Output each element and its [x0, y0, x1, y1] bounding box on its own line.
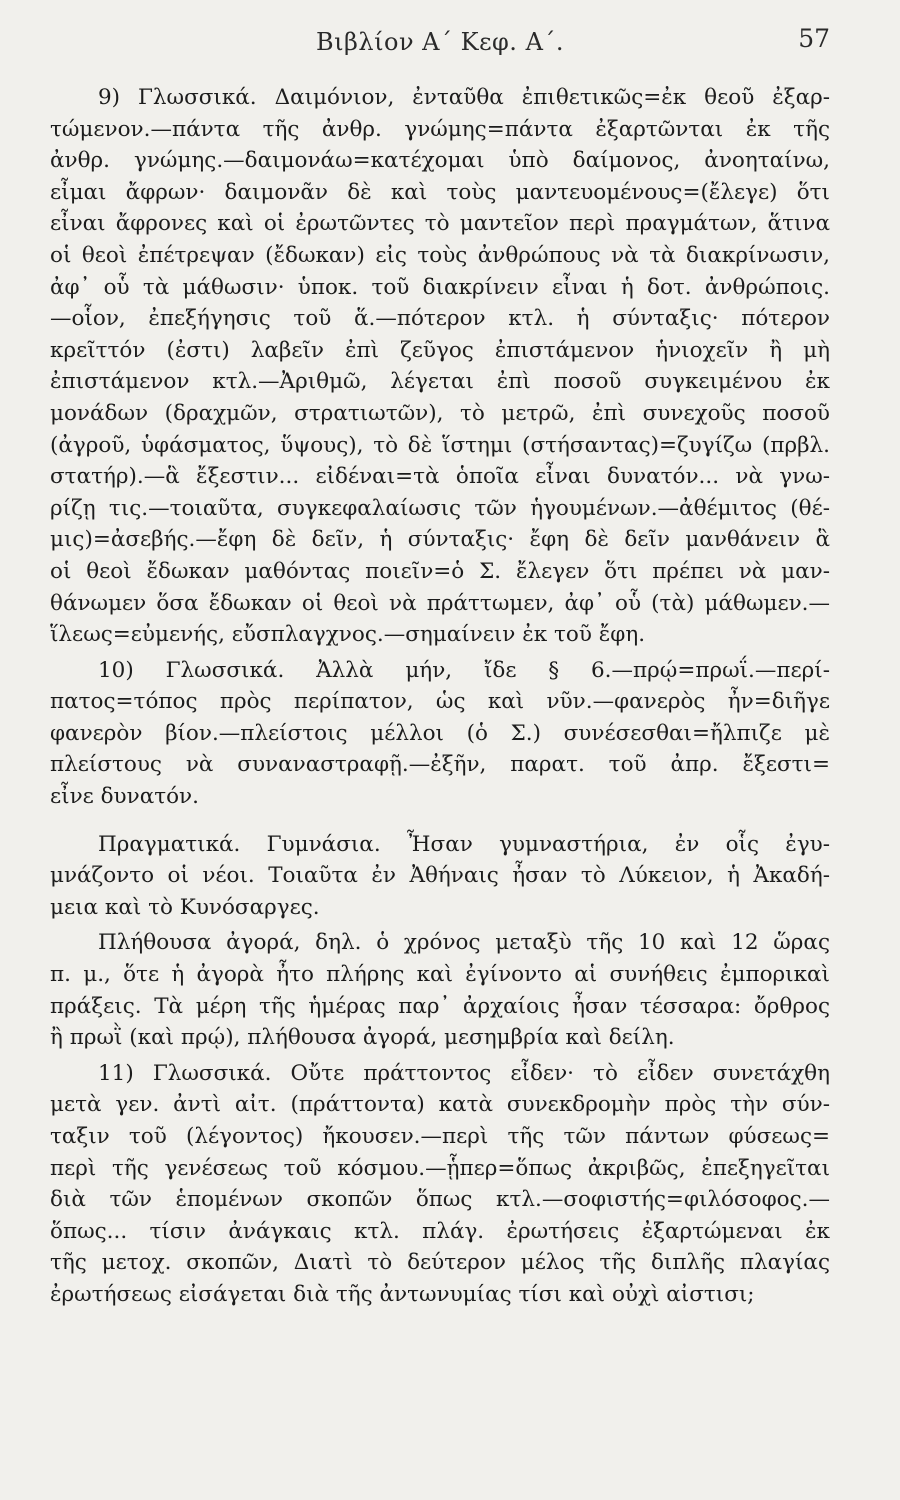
text-line: π. μ., ὅτε ἡ ἀγορὰ ἦτο πλήρης καὶ ἐγίνοντο αἱ συνήθεις ἐμπορικαὶ	[50, 962, 830, 988]
text-line: μνάζοντο οἱ νέοι. Τοιαῦτα ἐν Ἀθήναις ἦσαν τὸ Λύκειον, ἡ Ἀκαδή-	[50, 863, 830, 889]
page-number: 57	[798, 24, 830, 53]
text-line: Πραγματικά. Γυμνάσια. Ἦσαν γυμναστήρια, ἐν οἷς ἐγυ-	[98, 831, 830, 857]
text-line: πλείστους νὰ συναναστραφῇ.—ἐξῆν, παρατ. τοῦ ἀπρ. ἔξεστι=	[50, 752, 830, 778]
text-line: ἀνθρ. γνώμης.—δαιμονάω=κατέχομαι ὑπὸ δαίμονος, ἀνοηταίνω,	[50, 148, 830, 174]
text-line: μις)=ἀσεβής.—ἔφη δὲ δεῖν, ἡ σύνταξις· ἔφη δὲ δεῖν μανθάνειν ἃ	[50, 527, 830, 553]
text-line: 10) Γλωσσικά. Ἀλλὰ μήν, ἴδε § 6.—πρῴ=πρωΐ.—περί-	[98, 657, 830, 683]
text-line: εἶμαι ἄφρων· δαιμονᾶν δὲ καὶ τοὺς μαντευομένους=(ἔλεγε) ὅτι	[50, 179, 830, 205]
text-line: πράξεις. Τὰ μέρη τῆς ἡμέρας παρ᾽ ἀρχαίοις ἦσαν τέσσαρα: ὄρθρος	[50, 993, 830, 1019]
text-line: Πλήθουσα ἀγορά, δηλ. ὁ χρόνος μεταξὺ τῆς 10 καὶ 12 ὥρας	[98, 930, 830, 956]
text-line: ἢ πρωῒ (καὶ πρῴ), πλήθουσα ἀγορά, μεσημβρία καὶ δείλη.	[50, 1025, 675, 1051]
text-line: στατήρ).—ἃ ἔξεστιν... εἰδέναι=τὰ ὁποῖα εἶναι δυνατόν... νὰ γνω-	[50, 464, 830, 490]
text-line: μετὰ γεν. ἀντὶ αἰτ. (πράττοντα) κατὰ συνεκδρομὴν πρὸς τὴν σύν-	[50, 1092, 830, 1118]
text-line: κρεῖττόν (ἐστι) λαβεῖν ἐπὶ ζεῦγος ἐπιστάμενον ἡνιοχεῖν ἢ μὴ	[50, 337, 830, 363]
text-line: πατος=τόπος πρὸς περίπατον, ὡς καὶ νῦν.—φανερὸς ἦν=διῆγε	[50, 689, 830, 715]
text-line: περὶ τῆς γενέσεως τοῦ κόσμου.—ᾗπερ=ὅπως ἀκριβῶς, ἐπεξηγεῖται	[50, 1155, 830, 1181]
text-line: μεια καὶ τὸ Κυνόσαργες.	[50, 894, 320, 920]
text-line: ὅπως... τίσιν ἀνάγκαις κτλ. πλάγ. ἐρωτήσεις ἐξαρτώμεναι ἐκ	[50, 1218, 830, 1244]
text-line: οἱ θεοὶ ἐπέτρεψαν (ἔδωκαν) εἰς τοὺς ἀνθρώπους νὰ τὰ διακρίνωσιν,	[50, 242, 830, 268]
text-line: 9) Γλωσσικά. Δαιμόνιον, ἐνταῦθα ἐπιθετικῶς=ἐκ θεοῦ ἐξαρ-	[98, 85, 830, 110]
text-line: (ἀγροῦ, ὑφάσματος, ὕψους), τὸ δὲ ἵστημι (στήσαντας)=ζυγίζω (πρβλ.	[50, 432, 830, 458]
text-line: 11) Γλωσσικά. Οὔτε πράττοντος εἶδεν· τὸ εἶδεν συνετάχθη	[98, 1060, 830, 1086]
text-line: διὰ τῶν ἑπομένων σκοπῶν ὅπως κτλ.—σοφιστής=φιλόσοφος.—	[50, 1187, 830, 1213]
page-header	[50, 24, 830, 64]
text-line: τῆς μετοχ. σκοπῶν, Διατὶ τὸ δεύτερον μέλος τῆς διπλῆς πλαγίας	[50, 1250, 830, 1276]
text-line: —οἷον, ἐπεξήγησις τοῦ ἅ.—πότερον κτλ. ἡ σύνταξις· πότερον	[50, 306, 830, 332]
commentary-text	[50, 82, 830, 1311]
text-line: θάνωμεν ὅσα ἔδωκαν οἱ θεοὶ νὰ πράττωμεν, ἀφ᾽ οὗ (τὰ) μάθωμεν.—	[50, 590, 830, 616]
text-line: φανερὸν βίον.—πλείστοις μέλλοι (ὁ Σ.) συνέσεσθαι=ἤλπιζε μὲ	[50, 720, 830, 746]
text-line: εἶνε δυνατόν.	[50, 784, 199, 810]
text-line: ἐπιστάμενον κτλ.—Ἀριθμῶ, λέγεται ἐπὶ ποσοῦ συγκειμένου ἐκ	[50, 369, 830, 395]
text-line: μονάδων (δραχμῶν, στρατιωτῶν), τὸ μετρῶ, ἐπὶ συνεχοῦς ποσοῦ	[50, 400, 830, 426]
text-line: ἐρωτήσεως εἰσάγεται διὰ τῆς ἀντωνυμίας τίσι καὶ οὐχὶ αἰστισι;	[50, 1281, 755, 1307]
text-line: ρίζῃ τις.—τοιαῦτα, συγκεφαλαίωσις τῶν ἡγουμένων.—ἀθέμιτος (θέ-	[50, 495, 830, 521]
text-line: τώμενον.—πάντα τῆς ἀνθρ. γνώμης=πάντα ἐξαρτῶνται ἐκ τῆς	[50, 116, 830, 142]
text-line: εἶναι ἄφρονες καὶ οἱ ἐρωτῶντες τὸ μαντεῖον περὶ πραγμάτων, ἅτινα	[50, 211, 830, 237]
text-line: ταξιν τοῦ (λέγοντος) ἤκουσεν.—περὶ τῆς τῶν πάντων φύσεως=	[50, 1124, 830, 1149]
text-line: ἵλεως=εὐμενής, εὔσπλαγχνος.—σημαίνειν ἐκ τοῦ ἔφη.	[50, 622, 646, 648]
running-title: Βιβλίον Α΄ Κεφ. Α΄.	[315, 28, 565, 56]
text-line: οἱ θεοὶ ἔδωκαν μαθόντας ποιεῖν=ὁ Σ. ἔλεγεν ὅτι πρέπει νὰ μαν-	[50, 558, 830, 584]
book-page	[50, 0, 830, 1500]
text-line: ἀφ᾽ οὗ τὰ μάθωσιν· ὑποκ. τοῦ διακρίνειν εἶναι ἡ δοτ. ἀνθρώποις.	[50, 274, 830, 300]
